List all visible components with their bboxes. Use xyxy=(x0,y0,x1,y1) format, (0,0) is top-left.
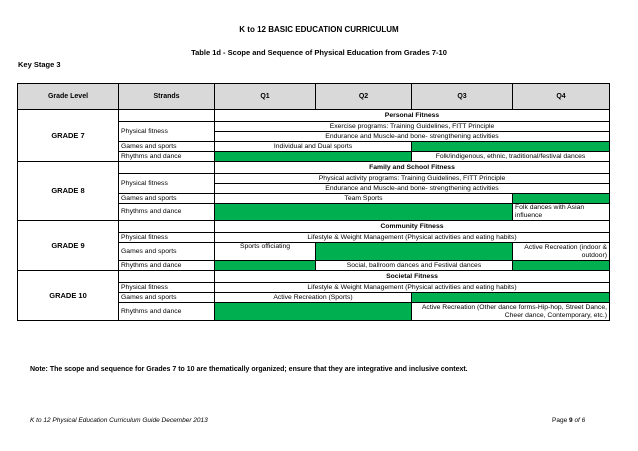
grade-9-games-q4: Active Recreation (indoor & outdoor) xyxy=(513,243,610,261)
grade-8-pf-endurance: Endurance and Muscle-and bone- strengthening activities xyxy=(215,184,610,194)
header-q3: Q3 xyxy=(412,84,513,110)
footer-guide-title: K to 12 Physical Education Curriculum Guide December 2013 xyxy=(30,417,208,424)
grade-8-rhythms-text: Folk dances with Asian influence xyxy=(513,204,610,221)
table-caption: Table 1d - Scope and Sequence of Physical Education from Grades 7-10 xyxy=(191,48,447,57)
green-fill xyxy=(215,261,316,271)
grade-7-theme: Personal Fitness xyxy=(215,110,610,122)
green-fill xyxy=(316,243,513,261)
grade-8-pf-programs: Physical activity programs: Training Guidelines, FITT Principle xyxy=(215,174,610,184)
page-prefix: Page xyxy=(552,417,568,424)
grade-10-pf-lifestyle: Lifestyle & Weight Management (Physical activities and eating habits) xyxy=(215,283,610,293)
grade-7-pf-endurance: Endurance and Muscle-and bone- strengthening activities xyxy=(215,132,610,142)
grade-9-theme: Community Fitness xyxy=(215,221,610,233)
grade-7-games-text: Individual and Dual sports xyxy=(215,142,412,152)
header-q1: Q1 xyxy=(215,84,316,110)
header-q2: Q2 xyxy=(316,84,412,110)
grade-8-rhythms-dance: Rhythms and dance xyxy=(119,204,215,221)
grade-10-physical-fitness: Physical fitness xyxy=(119,283,215,293)
grade-7-games-sports: Games and sports xyxy=(119,142,215,152)
header-q4: Q4 xyxy=(513,84,610,110)
grade-7-label: GRADE 7 xyxy=(18,110,119,162)
green-fill xyxy=(513,261,610,271)
grade-7-rhythms-dance: Rhythms and dance xyxy=(119,152,215,162)
grade-9-pf-lifestyle: Lifestyle & Weight Management (Physical activities and eating habits) xyxy=(215,233,610,243)
grade-10-games-sports: Games and sports xyxy=(119,293,215,303)
grade-9-rhythms-text: Social, ballroom dances and Festival dances xyxy=(316,261,513,271)
grade-8-games-sports: Games and sports xyxy=(119,194,215,204)
green-fill xyxy=(412,293,610,303)
grade-9-games-q1: Sports officiating xyxy=(215,243,316,261)
grade-9-games-sports: Games and sports xyxy=(119,243,215,261)
grade-10-label: GRADE 10 xyxy=(18,271,119,321)
grade-7-pf-programs: Exercise programs: Training Guidelines, FITT Principle xyxy=(215,122,610,132)
green-fill xyxy=(215,303,412,321)
page-num: 9 xyxy=(569,417,573,424)
scope-note: Note: The scope and sequence for Grades 7 to 10 are thematically organized; ensure that they are integrative and inclusive context. xyxy=(30,366,468,373)
green-fill xyxy=(412,142,610,152)
header-grade-level: Grade Level xyxy=(18,84,119,110)
grade-8-theme: Family and School Fitness xyxy=(215,162,610,174)
footer-page-number xyxy=(552,417,585,424)
green-fill xyxy=(215,204,513,221)
document-title: K to 12 BASIC EDUCATION CURRICULUM xyxy=(239,25,399,34)
scope-sequence-table xyxy=(17,83,610,321)
grade-9-label: GRADE 9 xyxy=(18,221,119,271)
grade-7-physical-fitness: Physical fitness xyxy=(119,122,215,142)
grade-8-games-text: Team Sports xyxy=(215,194,513,204)
key-stage-label: Key Stage 3 xyxy=(18,60,61,69)
page-suffix: of 6 xyxy=(574,417,586,424)
grade-10-rhythms-dance: Rhythms and dance xyxy=(119,303,215,321)
grade-9-physical-fitness: Physical fitness xyxy=(119,233,215,243)
table-header-row xyxy=(18,84,610,110)
grade-10-games-text: Active Recreation (Sports) xyxy=(215,293,412,303)
grade-10-rhythms-text: Active Recreation (Other dance forms-Hip-hop, Street Dance, Cheer dance, Contemporary, etc.) xyxy=(412,303,610,321)
green-fill xyxy=(513,194,610,204)
grade-9-rhythms-dance: Rhythms and dance xyxy=(119,261,215,271)
grade-7-rhythms-text: Folk/indigenous, ethnic, traditional/festival dances xyxy=(412,152,610,162)
grade-8-label: GRADE 8 xyxy=(18,162,119,221)
green-fill xyxy=(215,152,412,162)
grade-10-theme: Societal Fitness xyxy=(215,271,610,283)
grade-8-physical-fitness: Physical fitness xyxy=(119,174,215,194)
header-strands: Strands xyxy=(119,84,215,110)
